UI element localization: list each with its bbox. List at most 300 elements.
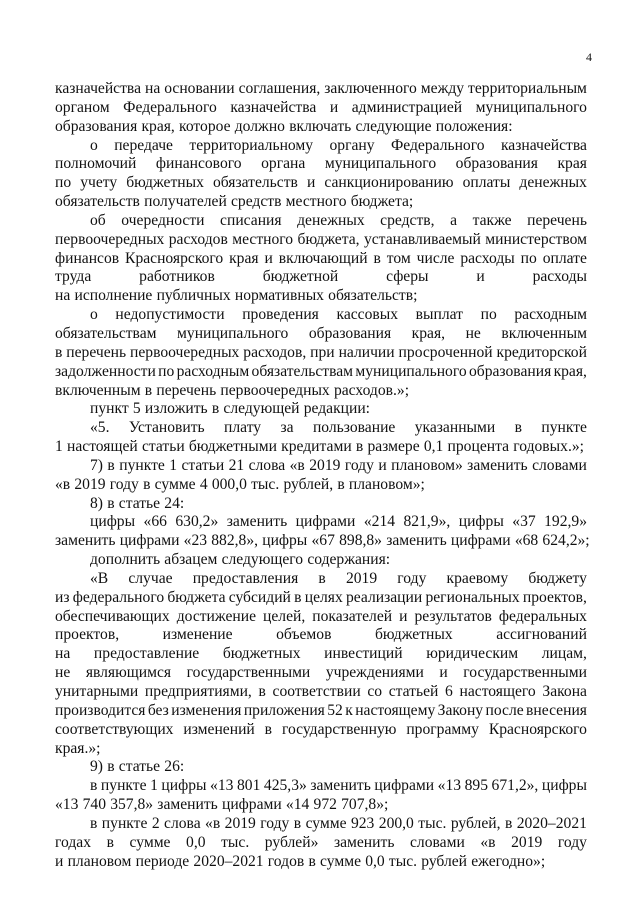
word: «13: [210, 777, 234, 795]
word: муниципального: [324, 155, 437, 173]
word: словами: [410, 833, 465, 851]
word: государственными: [186, 664, 311, 682]
word: Красноярского: [488, 720, 587, 738]
word: со: [367, 683, 383, 700]
word: статье: [118, 758, 161, 776]
word: учреждениями: [325, 664, 424, 682]
word: и: [399, 607, 408, 625]
word: «в: [205, 814, 221, 832]
word: 895: [464, 777, 488, 795]
word: словами: [532, 456, 587, 474]
word: проведения: [242, 306, 319, 324]
word: муниципального: [475, 98, 587, 116]
word: бюджета,: [297, 230, 360, 248]
word: казначейства: [55, 80, 141, 97]
word: обязательствам: [251, 362, 354, 380]
word: цифры: [90, 513, 136, 531]
word: «13: [55, 796, 79, 814]
text-line: [55, 853, 587, 872]
word: об: [90, 211, 106, 229]
word: 4: [199, 475, 208, 493]
word: «37: [512, 513, 536, 531]
word: сумме: [129, 833, 171, 851]
word: муниципального: [177, 324, 289, 342]
word: за: [280, 419, 294, 437]
word: заменить: [386, 532, 447, 550]
word: и: [378, 456, 387, 474]
word: «13: [437, 777, 462, 795]
word: настоящей: [67, 438, 138, 456]
word: 2: [151, 814, 160, 832]
text-line: [55, 325, 587, 344]
word: 2019: [309, 456, 341, 474]
word: 26:: [164, 758, 185, 776]
word: плановом: [67, 852, 132, 870]
word: «в: [289, 456, 305, 474]
word: органу: [329, 136, 375, 154]
word: изменения: [171, 701, 242, 719]
word: в: [318, 569, 326, 587]
word: заменить: [157, 796, 218, 814]
word: Закона: [542, 683, 587, 700]
word: государственными: [463, 664, 587, 682]
word: соответствии: [272, 683, 361, 700]
word: федеральных: [498, 607, 587, 625]
text-line: [55, 250, 587, 269]
word: и: [329, 98, 339, 116]
word: заменить: [55, 532, 116, 550]
word: обязательствам: [55, 324, 157, 342]
word: настоящему: [355, 701, 436, 719]
word: которое: [179, 117, 231, 135]
word: расходов: [168, 230, 228, 248]
word: задолженности: [55, 362, 156, 380]
word: первоочередных: [130, 343, 240, 361]
text-line: [55, 683, 587, 702]
word: заменить: [333, 833, 395, 851]
word: в: [258, 683, 266, 700]
word: казначейства: [500, 136, 587, 154]
text-line: [55, 796, 587, 815]
word: плановом»: [391, 456, 463, 474]
word: в: [211, 400, 220, 418]
word: рублей: [421, 852, 468, 870]
word: достижение: [176, 607, 257, 625]
word: 8): [90, 494, 103, 512]
text-line: [55, 476, 587, 495]
word: программу: [406, 720, 479, 738]
word: «14: [285, 796, 310, 814]
word: включенным: [501, 324, 587, 342]
word: федерального: [72, 588, 165, 606]
word: просроченной: [398, 343, 493, 361]
word: первоочередных: [220, 381, 330, 399]
word: изложить: [144, 400, 208, 418]
word: по: [55, 174, 72, 192]
word: плановом»;: [348, 475, 425, 493]
word: пункте: [541, 419, 587, 437]
word: бюджета;: [350, 193, 414, 211]
word: края,: [411, 324, 446, 342]
word: казначейства: [230, 98, 317, 116]
text-line: [55, 193, 587, 212]
word: в: [143, 475, 151, 493]
word: году: [397, 569, 427, 587]
word: первоочередных: [55, 230, 165, 248]
word: положения:: [435, 117, 513, 135]
word: тыс.: [418, 814, 447, 832]
text-line: [55, 702, 587, 721]
word: случае: [128, 569, 173, 587]
word: денежных: [297, 211, 365, 229]
text-line: [55, 532, 590, 551]
word: статьи: [181, 456, 225, 474]
word: ассигнований: [496, 626, 587, 644]
word: обязательств: [212, 174, 298, 192]
word: тыс.: [388, 852, 418, 870]
word: по: [520, 249, 537, 267]
word: 0,1: [423, 438, 444, 456]
word: соглашения,: [238, 80, 321, 97]
word: в: [514, 419, 522, 437]
word: образования: [468, 362, 552, 380]
word: годовых.»;: [513, 438, 584, 456]
word: 1: [55, 438, 63, 456]
word: Федерального: [123, 98, 217, 116]
word: устанавливаемый: [363, 230, 481, 248]
word: сумме: [320, 852, 361, 870]
word: бюджетных: [375, 626, 453, 644]
word: слова: [164, 814, 201, 832]
word: субсидий: [228, 588, 291, 606]
word: цифры: [262, 532, 308, 550]
word: основании: [164, 80, 235, 97]
word: рублей,: [450, 814, 501, 832]
word: нормативных: [234, 287, 324, 305]
text-line: [90, 457, 587, 476]
word: предприятиями,: [144, 683, 252, 700]
word: 882,8»,: [211, 532, 259, 550]
word: не: [55, 664, 71, 682]
word: «23: [183, 532, 208, 550]
word: исполнение: [74, 287, 153, 305]
word: приложения: [243, 701, 325, 719]
word: 9): [90, 758, 103, 776]
word: кассовых: [336, 306, 399, 324]
word: годов: [267, 852, 305, 870]
word: проектов,: [55, 626, 120, 644]
word: рублей,: [283, 475, 334, 493]
text-line: [55, 118, 587, 137]
page-number: 4: [586, 50, 592, 64]
word: цифрами: [295, 513, 356, 531]
word: том: [386, 249, 411, 267]
word: «68: [514, 532, 539, 550]
word: 2019: [345, 569, 378, 587]
word: в: [373, 249, 381, 267]
word: образования: [55, 117, 138, 135]
word: заключенного: [324, 80, 417, 97]
word: сумме: [154, 475, 196, 493]
word: органа: [261, 155, 306, 173]
word: к: [345, 701, 353, 719]
word: 192,9»: [544, 513, 587, 531]
word: края.»;: [55, 739, 101, 757]
word: перечень: [156, 381, 217, 399]
text-line: [55, 626, 587, 645]
word: лицам,: [541, 645, 587, 663]
word: расходов.»;: [333, 381, 410, 399]
word: соответствующих: [55, 720, 174, 738]
word: в: [293, 814, 302, 832]
word: перечень: [527, 211, 587, 229]
word: году: [557, 833, 587, 851]
word: включенным: [55, 381, 141, 399]
word: а: [450, 211, 458, 229]
text-line: [55, 740, 587, 759]
word: пункте: [119, 456, 165, 474]
word: «в: [480, 833, 496, 851]
word: в: [264, 720, 273, 738]
word: дополнить: [90, 551, 161, 569]
word: обязательств;: [328, 287, 418, 305]
word: периоде: [135, 852, 190, 870]
word: и: [306, 174, 316, 192]
word: 0,0: [365, 852, 385, 870]
word: после: [485, 701, 524, 719]
word: расходным: [176, 362, 250, 380]
word: в: [294, 588, 302, 606]
word: «В: [90, 569, 109, 587]
text-line: [90, 815, 587, 834]
word: расходным: [514, 306, 587, 324]
word: наличии: [338, 343, 395, 361]
text-line: [55, 155, 587, 174]
word: края,: [553, 362, 587, 380]
text-line: [55, 268, 587, 287]
word: 000,0: [211, 475, 247, 493]
word: края,: [141, 117, 175, 135]
word: о: [90, 306, 98, 324]
word: сферы: [386, 268, 429, 286]
text-line: [90, 513, 587, 532]
text-line: [90, 212, 587, 231]
text-line: [55, 174, 587, 193]
word: в: [107, 758, 115, 776]
word: Красноярского: [125, 249, 224, 267]
word: и: [55, 852, 64, 870]
word: публичных: [156, 287, 231, 305]
text-line: [55, 287, 587, 306]
word: расходы: [460, 249, 515, 267]
word: 24:: [164, 494, 185, 512]
text-line: [55, 834, 587, 853]
word: санкционированию: [324, 174, 454, 192]
word: заменить: [226, 513, 288, 531]
word: и: [264, 249, 273, 267]
word: включать: [289, 117, 352, 135]
word: цифрами: [374, 777, 435, 795]
word: образования: [455, 155, 538, 173]
word: бюджетной: [262, 268, 339, 286]
word: абзацем: [164, 551, 218, 569]
word: «67: [311, 532, 335, 550]
text-line: [90, 400, 587, 419]
word: оплаты: [462, 174, 511, 192]
word: 801: [236, 777, 261, 795]
text-line: [55, 382, 587, 401]
word: бюджету: [528, 569, 587, 587]
word: заменить: [467, 456, 528, 474]
word: 1: [150, 777, 158, 795]
word: территориальному: [189, 136, 314, 154]
word: труда: [55, 268, 92, 286]
word: на: [144, 80, 161, 97]
word: цифрами: [221, 796, 282, 814]
word: на: [55, 645, 71, 663]
word: показателей: [312, 607, 393, 625]
word: 1: [169, 456, 178, 474]
text-line: [55, 438, 587, 457]
word: министерством: [485, 230, 587, 248]
word: реализации: [346, 588, 423, 606]
word: 6: [445, 683, 453, 700]
text-line: [55, 645, 587, 664]
word: в: [55, 343, 63, 361]
text-line: [90, 777, 587, 796]
word: передаче: [114, 136, 173, 154]
word: настоящего: [459, 683, 536, 700]
word: включающий: [278, 249, 368, 267]
word: бюджетных: [126, 174, 204, 192]
word: 21: [228, 456, 245, 474]
word: на: [55, 287, 71, 305]
word: без: [147, 701, 169, 719]
word: статьей: [388, 683, 439, 700]
word: средств: [231, 193, 282, 211]
word: полномочий: [55, 155, 137, 173]
word: юридическим: [426, 645, 519, 663]
word: недопустимости: [115, 306, 225, 324]
text-line: [90, 306, 587, 325]
word: сумме: [305, 814, 347, 832]
word: по: [158, 362, 175, 380]
word: образования: [308, 324, 392, 342]
word: региональных: [425, 588, 520, 606]
word: денежных: [519, 174, 587, 192]
word: результатов: [414, 607, 492, 625]
word: годах: [55, 833, 92, 851]
word: 2020–2021: [516, 814, 587, 832]
word: в: [337, 475, 345, 493]
text-line: [55, 80, 587, 99]
word: в: [355, 438, 364, 456]
word: цифрами: [119, 532, 180, 550]
word: финансового: [155, 155, 242, 173]
word: целей,: [263, 607, 306, 625]
document-body: [55, 80, 590, 871]
word: в: [144, 381, 153, 399]
text-line: [55, 363, 587, 382]
word: предоставление: [93, 645, 200, 663]
word: статье: [118, 494, 161, 512]
word: предоставления: [192, 569, 299, 587]
text-line: [55, 608, 587, 627]
word: статьи: [141, 438, 185, 456]
word: пункт: [90, 400, 129, 418]
word: пункте: [100, 777, 147, 795]
word: государственную: [281, 720, 397, 738]
word: работников: [139, 268, 215, 286]
word: изменений: [183, 720, 255, 738]
word: целях: [304, 588, 343, 606]
word: заменить: [310, 777, 371, 795]
word: и: [476, 268, 485, 286]
word: следующие: [355, 117, 432, 135]
word: году: [260, 814, 290, 832]
word: краевому: [446, 569, 509, 587]
word: в: [90, 814, 98, 832]
word: 200,0: [378, 814, 414, 832]
word: перечень: [66, 343, 127, 361]
word: объемов: [276, 626, 332, 644]
word: проектов,: [522, 588, 587, 606]
word: следующей: [223, 400, 300, 418]
word: 2019: [511, 833, 543, 851]
word: в: [308, 852, 316, 870]
text-line: [55, 99, 587, 118]
word: унитарными: [55, 683, 139, 700]
text-line: [55, 589, 587, 608]
word: инвестиций: [324, 645, 403, 663]
word: году: [109, 475, 139, 493]
word: из: [55, 588, 70, 606]
word: кредитами: [281, 438, 352, 456]
word: обязательств: [55, 193, 140, 211]
word: 972: [313, 796, 337, 814]
word: 923: [350, 814, 375, 832]
word: пользование: [312, 419, 396, 437]
word: слова: [248, 456, 286, 474]
word: в: [504, 814, 513, 832]
text-line: [90, 495, 587, 514]
word: Закону: [437, 701, 484, 719]
word: по: [480, 306, 497, 324]
text-line: [90, 419, 587, 438]
word: администрацией: [351, 98, 463, 116]
word: рублей»: [264, 833, 319, 851]
word: изменение: [162, 626, 233, 644]
word: края: [557, 155, 587, 173]
word: при: [310, 343, 335, 361]
word: расходов,: [243, 343, 307, 361]
word: цифры: [541, 777, 587, 795]
word: 7): [90, 456, 103, 474]
text-line: [90, 758, 587, 777]
word: цифрами: [450, 532, 511, 550]
text-line: [55, 721, 587, 740]
word: между: [420, 80, 465, 97]
word: 2019: [224, 814, 256, 832]
word: в: [90, 777, 98, 795]
word: тыс.: [251, 475, 280, 493]
text-line: [90, 570, 587, 589]
word: обеспечивающих: [55, 607, 170, 625]
word: получателей: [144, 193, 227, 211]
word: Установить: [128, 419, 205, 437]
word: 425,3»: [263, 777, 307, 795]
word: органом: [55, 98, 110, 116]
